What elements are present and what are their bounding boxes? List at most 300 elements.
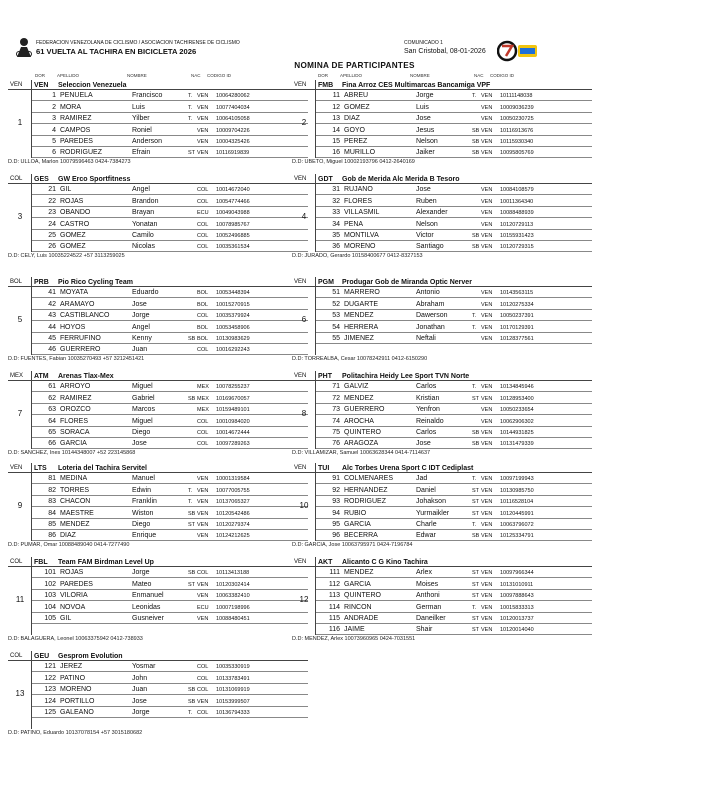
rider-name: Camilo	[132, 231, 154, 239]
rider-name: Enmanuel	[132, 592, 164, 600]
rider-name: Carlos	[416, 428, 437, 436]
rider-row	[32, 230, 308, 241]
rider-uci-id: 10130985750	[500, 487, 534, 494]
team-number: 1	[17, 118, 23, 127]
team-code: PGM	[318, 278, 334, 286]
rider-row	[32, 567, 308, 578]
rider-row	[32, 473, 308, 484]
team-name: Gob de Merida Alc Merida B Tesoro	[342, 175, 460, 183]
team-name: Gesprom Evolution	[58, 652, 123, 660]
rider-uci-id: 10134845946	[500, 384, 534, 391]
rider-surname: OBANDO	[60, 209, 91, 217]
team-block	[292, 371, 592, 461]
rider-uci-id: 10116528104	[500, 499, 534, 506]
rider-nationality: VEN	[481, 441, 493, 448]
rider-row	[316, 381, 592, 392]
rider-nationality: COL	[197, 441, 209, 448]
team-header	[292, 174, 592, 184]
rider-category: SB	[188, 570, 196, 577]
team-code: LTS	[34, 464, 47, 472]
team-number-cell	[8, 287, 32, 355]
team-country: COL	[10, 176, 23, 182]
rider-dorsal: 54	[332, 323, 340, 331]
rider-row	[32, 415, 308, 426]
rider-uci-id: 10155931423	[500, 232, 534, 239]
rider-surname: MORENO	[60, 686, 92, 694]
team-country: VEN	[294, 176, 307, 182]
rider-name: Wiston	[132, 509, 154, 517]
rider-row	[32, 321, 308, 332]
rider-uci-id: 10153999507	[216, 698, 250, 705]
rider-row	[316, 207, 592, 218]
team-name: Alicanto C G Kino Tachira	[342, 558, 428, 566]
rider-dorsal: 123	[44, 686, 56, 694]
rider-dorsal: 33	[332, 209, 340, 217]
rider-uci-id: 10052496885	[216, 232, 250, 239]
rider-dorsal: 42	[48, 300, 56, 308]
rider-dorsal: 121	[44, 663, 56, 671]
rider-category: T.	[472, 93, 477, 100]
team-name: Loteria del Tachira Servitel	[58, 464, 147, 472]
rider-dorsal: 46	[48, 346, 56, 354]
rider-row	[32, 438, 308, 449]
rider-dorsal: 21	[48, 186, 56, 194]
rider-uci-id: 10137065327	[216, 499, 250, 506]
document-header	[0, 0, 709, 72]
rider-uci-id: 10097966344	[500, 570, 534, 577]
rider-dorsal: 125	[44, 708, 56, 716]
rider-nationality: VEN	[481, 581, 493, 588]
rider-surname: CHACON	[60, 498, 91, 506]
rider-surname: HERRERA	[344, 323, 379, 331]
rider-dorsal: 81	[48, 475, 56, 483]
rider-row	[316, 415, 592, 426]
rider-row	[32, 684, 308, 695]
rider-uci-id: 10014672444	[216, 429, 250, 436]
rider-dorsal: 71	[332, 383, 340, 391]
team-header	[292, 80, 592, 90]
rider-surname: ABREU	[344, 92, 369, 100]
team-country: VEN	[294, 82, 307, 88]
team-roster	[292, 287, 592, 355]
team-roster	[292, 567, 592, 635]
team-code: PHT	[318, 372, 332, 380]
rider-nationality: VEN	[481, 187, 493, 194]
rider-row	[32, 601, 308, 612]
federation-name: FEDERACION VENEZOLANA DE CICLISMO / ASOCIACION TACHIRENSE DE CICLISMO	[36, 40, 240, 46]
rider-name: Juan	[132, 686, 148, 694]
rider-row	[316, 287, 592, 298]
team-number: 2	[301, 118, 307, 127]
team-block	[8, 463, 308, 553]
vuelta-logo-icon	[497, 40, 539, 62]
rider-nationality: VEN	[197, 138, 209, 145]
rider-dorsal: 55	[332, 334, 340, 342]
rider-row	[316, 101, 592, 112]
rider-nationality: VEN	[481, 290, 493, 297]
rider-category: SB	[188, 698, 196, 705]
team-director: D.D: BALAGUERA, Leonel 10063375942 0412-738933	[8, 636, 143, 642]
rider-uci-id: 10131479339	[500, 441, 534, 448]
rider-nationality: VEN	[197, 593, 209, 600]
rider-uci-id: 10120013737	[500, 615, 534, 622]
rider-dorsal: 74	[332, 417, 340, 425]
rider-uci-id: 10097888643	[500, 593, 534, 600]
rider-category: ST	[472, 581, 480, 588]
team-number: 6	[301, 315, 307, 324]
rider-surname: ARROYO	[60, 383, 91, 391]
rider-surname: RODRIGUEZ	[344, 498, 386, 506]
rider-surname: ROJAS	[60, 569, 84, 577]
rider-name: Abraham	[416, 300, 445, 308]
team-director: D.D: GARCIA, Jose 10063795971 0424-7196784	[292, 542, 413, 548]
rider-uci-id: 10035379924	[216, 313, 250, 320]
rider-row	[316, 333, 592, 344]
rider-uci-id: 10120275334	[500, 301, 534, 308]
rider-name: Johakson	[416, 498, 446, 506]
rider-category: ST	[472, 510, 480, 517]
team-roster	[8, 90, 308, 158]
team-header	[8, 80, 308, 90]
rider-row	[32, 672, 308, 683]
rider-dorsal: 112	[328, 580, 340, 588]
rider-nationality: VEN	[481, 604, 493, 611]
rider-uci-id: 10035361534	[216, 244, 250, 251]
rider-dorsal: 103	[44, 592, 56, 600]
rider-category: T.	[472, 604, 477, 611]
team-header	[8, 651, 308, 661]
rider-surname: GUERRERO	[60, 346, 101, 354]
rider-category: T.	[188, 499, 193, 506]
rider-name: Daneilker	[416, 614, 446, 622]
rider-nationality: COL	[197, 664, 209, 671]
team-block	[292, 463, 592, 553]
rider-surname: FERRUFINO	[60, 334, 101, 342]
rider-uci-id: 10011364340	[500, 198, 534, 205]
rider-uci-id: 10062906302	[500, 418, 534, 425]
rider-uci-id: 10078985767	[216, 221, 250, 228]
rider-category: SB	[472, 150, 480, 157]
rider-dorsal: 92	[332, 486, 340, 494]
rider-uci-id: 10088488939	[500, 210, 534, 217]
rider-dorsal: 115	[328, 614, 340, 622]
rider-row	[316, 90, 592, 101]
rider-surname: FLORES	[60, 417, 89, 425]
rider-name: Marcos	[132, 406, 155, 414]
rider-nationality: VEN	[197, 581, 209, 588]
rider-category: T.	[188, 116, 193, 123]
rider-row	[32, 218, 308, 229]
rider-nationality: MEX	[197, 395, 209, 402]
rider-dorsal: 83	[48, 498, 56, 506]
rider-name: Nelson	[416, 220, 438, 228]
rider-uci-id: 10120279374	[216, 521, 250, 528]
team-block	[8, 277, 308, 367]
team-block	[292, 80, 592, 170]
rider-uci-id: 10016292243	[216, 347, 250, 354]
rider-dorsal: 105	[44, 614, 56, 622]
rider-nationality: VEN	[481, 138, 493, 145]
rider-surname: RAMIREZ	[60, 394, 92, 402]
team-number: 11	[15, 595, 25, 604]
rider-uci-id: 10113413188	[216, 570, 250, 577]
team-director: D.D: PATINO, Eduardo 10137078154 +57 3015180682	[8, 730, 143, 736]
rider-row	[32, 613, 308, 624]
rider-surname: AROCHA	[344, 417, 374, 425]
rider-uci-id: 10116919839	[216, 150, 250, 157]
rider-name: Yenfron	[416, 406, 440, 414]
rider-name: Reinaldo	[416, 417, 444, 425]
team-number: 12	[299, 595, 309, 604]
team-block	[292, 174, 592, 264]
rider-nationality: VEN	[481, 593, 493, 600]
team-number-cell	[292, 567, 316, 635]
rider-nationality: VEN	[481, 476, 493, 483]
team-country: COL	[10, 653, 23, 659]
rider-surname: QUINTERO	[344, 428, 381, 436]
rider-name: Enrique	[132, 532, 157, 540]
rider-nationality: COL	[197, 347, 209, 354]
rider-row	[32, 530, 308, 541]
rider-dorsal: 52	[332, 300, 340, 308]
rider-surname: RUBIO	[344, 509, 367, 517]
rider-nationality: COL	[197, 232, 209, 239]
rider-name: Alexander	[416, 209, 448, 217]
rider-surname: PEREZ	[344, 137, 368, 145]
team-director: D.D: CELY, Luis 10035224522 +57 3113259025	[8, 253, 125, 259]
rider-surname: MENDEZ	[344, 312, 374, 320]
rider-uci-id: 10035330919	[216, 664, 250, 671]
rider-row	[316, 392, 592, 403]
team-number: 9	[17, 501, 23, 510]
rider-dorsal: 26	[48, 243, 56, 251]
rider-surname: GARCIA	[60, 440, 87, 448]
rider-uci-id: 10004325426	[216, 138, 250, 145]
rider-name: Brayan	[132, 209, 155, 217]
rider-surname: GARCIA	[344, 520, 371, 528]
federation-logo-icon	[14, 36, 34, 58]
rider-uci-id: 10128377561	[500, 335, 534, 342]
rider-dorsal: 93	[332, 498, 340, 506]
rider-name: Jorge	[132, 708, 150, 716]
rider-category: T.	[188, 709, 193, 716]
rider-name: Jorge	[416, 92, 434, 100]
rider-surname: TORRES	[60, 486, 90, 494]
team-director: D.D: VILLAMIZAR, Samuel 10063628344 0414-7114637	[292, 450, 431, 456]
rider-name: Anderson	[132, 137, 162, 145]
team-number: 10	[299, 501, 309, 510]
rider-uci-id: 10131069919	[216, 687, 250, 694]
rider-surname: GALEANO	[60, 708, 94, 716]
rider-row	[316, 147, 592, 158]
team-director: D.D: MENDEZ, Arlex 10073960965 0424-7031551	[292, 636, 416, 642]
rider-uci-id: 10007198996	[216, 604, 250, 611]
rider-surname: ANDRADE	[344, 614, 379, 622]
rider-nationality: VEN	[481, 116, 493, 123]
rider-nationality: ECU	[197, 604, 209, 611]
rider-dorsal: 66	[48, 440, 56, 448]
team-roster	[8, 567, 308, 635]
rider-surname: MENDEZ	[344, 394, 374, 402]
rider-nationality: VEN	[481, 93, 493, 100]
rider-uci-id: 10050237391	[500, 313, 534, 320]
team-director: D.D: TORREALBA, Cesar 10078242911 0412-6150290	[292, 356, 428, 362]
rider-row	[32, 404, 308, 415]
rider-uci-id: 10053458906	[216, 324, 250, 331]
rider-name: Jorge	[132, 569, 150, 577]
team-block	[8, 557, 308, 647]
rider-name: Francisco	[132, 92, 163, 100]
rider-name: Jad	[416, 475, 428, 483]
team-director: D.D: ULLOA, Marlon 10079596463 0424-7384273	[8, 159, 131, 165]
col-codigo: CODIGO ID	[207, 73, 232, 78]
rider-row	[316, 321, 592, 332]
rider-category: ST	[188, 150, 196, 157]
team-number-cell	[8, 661, 32, 729]
rider-name: Efrain	[132, 149, 151, 157]
rider-uci-id: 10128953400	[500, 395, 534, 402]
rider-dorsal: 31	[332, 186, 340, 194]
rider-nationality: VEN	[481, 510, 493, 517]
rider-name: Neftali	[416, 334, 436, 342]
rider-surname: HOYOS	[60, 323, 86, 331]
team-director: D.D: PUMAR, Omar 10088489040 0414-7277490	[8, 542, 130, 548]
rider-nationality: VEN	[197, 127, 209, 134]
rider-nationality: VEN	[197, 698, 209, 705]
rider-surname: PATINO	[60, 674, 86, 682]
rider-name: Mateo	[132, 580, 152, 588]
rider-nationality: COL	[197, 187, 209, 194]
rider-surname: QUINTERO	[344, 592, 381, 600]
rider-dorsal: 116	[328, 626, 340, 634]
rider-surname: CAMPOS	[60, 126, 91, 134]
rider-surname: GOYO	[344, 126, 366, 134]
rider-dorsal: 5	[52, 137, 56, 145]
rider-row	[316, 184, 592, 195]
team-name: Team FAM Birdman Level Up	[58, 558, 154, 566]
rider-surname: JAIME	[344, 626, 365, 634]
rider-dorsal: 43	[48, 312, 56, 320]
rider-surname: GOMEZ	[60, 231, 86, 239]
rider-uci-id: 10097199943	[500, 476, 534, 483]
rider-dorsal: 113	[328, 592, 340, 600]
team-name: Pio Rico Cycling Team	[58, 278, 133, 286]
rider-row	[32, 333, 308, 344]
rider-uci-id: 10009704226	[216, 127, 250, 134]
rider-nationality: VEN	[197, 521, 209, 528]
rider-uci-id: 10130983629	[216, 335, 250, 342]
rider-dorsal: 53	[332, 312, 340, 320]
team-code: PRB	[34, 278, 49, 286]
rider-row	[316, 590, 592, 601]
team-number-cell	[292, 90, 316, 158]
rider-name: Shair	[416, 626, 433, 634]
rider-dorsal: 101	[44, 569, 56, 577]
team-block	[292, 557, 592, 647]
rider-nationality: VEN	[481, 221, 493, 228]
rider-name: Luis	[132, 103, 145, 111]
rider-surname: GIL	[60, 186, 72, 194]
team-country: BOL	[10, 279, 23, 285]
rider-row	[316, 624, 592, 635]
rider-dorsal: 41	[48, 289, 56, 297]
rider-category: SB	[472, 138, 480, 145]
rider-nationality: VEN	[197, 615, 209, 622]
team-header	[8, 371, 308, 381]
rider-nationality: VEN	[481, 429, 493, 436]
rider-dorsal: 122	[44, 674, 56, 682]
rider-surname: DIAZ	[60, 532, 76, 540]
team-country: VEN	[10, 465, 23, 471]
rider-nationality: VEN	[481, 244, 493, 251]
rider-dorsal: 13	[332, 115, 340, 123]
rider-nationality: COL	[197, 687, 209, 694]
rider-row	[32, 195, 308, 206]
rider-name: Jorge	[132, 312, 150, 320]
rider-dorsal: 82	[48, 486, 56, 494]
rider-nationality: BOL	[197, 324, 209, 331]
rider-name: Roniel	[132, 126, 152, 134]
rider-surname: RUJANO	[344, 186, 373, 194]
rider-dorsal: 23	[48, 209, 56, 217]
rider-surname: NOVOA	[60, 603, 86, 611]
team-country: VEN	[10, 82, 23, 88]
rider-name: Leonidas	[132, 603, 161, 611]
rider-uci-id: 10054774466	[216, 198, 250, 205]
rider-uci-id: 10064105058	[216, 116, 250, 123]
rider-nationality: VEN	[481, 324, 493, 331]
rider-uci-id: 10084108579	[500, 187, 534, 194]
rider-row	[316, 601, 592, 612]
rider-surname: MENDEZ	[60, 520, 90, 528]
team-director: D.D: SANCHEZ, Ines 10144348007 +52 223145868	[8, 450, 136, 456]
rider-nationality: VEN	[197, 510, 209, 517]
rider-name: Jose	[416, 440, 431, 448]
rider-category: ST	[472, 499, 480, 506]
rider-name: Jose	[132, 300, 147, 308]
rider-nationality: COL	[197, 570, 209, 577]
col-nombre: NOMBRE	[410, 73, 430, 78]
rider-surname: BECERRA	[344, 532, 378, 540]
rider-dorsal: 2	[52, 103, 56, 111]
rider-nationality: VEN	[481, 395, 493, 402]
rider-name: Ruben	[416, 197, 437, 205]
team-code: AKT	[318, 558, 333, 566]
rider-uci-id: 10159489101	[216, 407, 250, 414]
rider-dorsal: 62	[48, 394, 56, 402]
col-dor: DOR	[318, 73, 328, 78]
rider-nationality: VEN	[197, 104, 209, 111]
rider-name: Jaiker	[416, 149, 435, 157]
rider-uci-id: 10049043988	[216, 210, 250, 217]
rider-surname: GOMEZ	[344, 103, 370, 111]
rider-nationality: VEN	[481, 198, 493, 205]
rider-uci-id: 10120302414	[216, 581, 250, 588]
rider-name: Jesus	[416, 126, 435, 134]
rider-category: ST	[472, 395, 480, 402]
rider-row	[316, 567, 592, 578]
team-roster	[8, 184, 308, 252]
rider-name: Gabriel	[132, 394, 155, 402]
team-header	[292, 277, 592, 287]
rider-nationality: COL	[197, 221, 209, 228]
rider-surname: VILORIA	[60, 592, 88, 600]
rider-surname: VILLASMIL	[344, 209, 380, 217]
rider-surname: ARAGOZA	[344, 440, 379, 448]
team-code: VEN	[34, 81, 49, 89]
rider-surname: JIMENEZ	[344, 334, 374, 342]
rider-row	[32, 113, 308, 124]
